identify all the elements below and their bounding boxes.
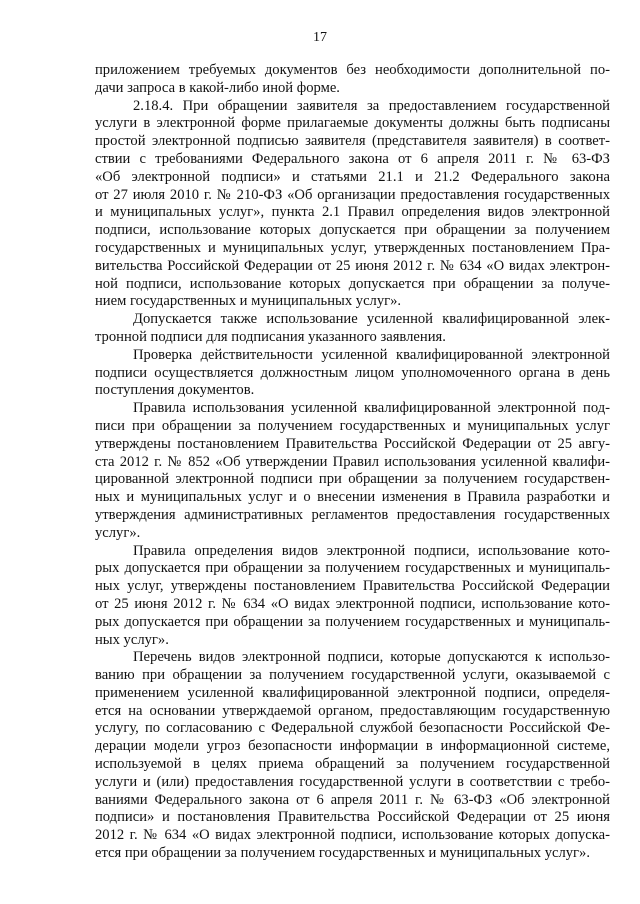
text-line: от 25 июня 2012 г. № 634 «О видах электронной подписи, использование кото- <box>95 595 610 612</box>
text-line: ствии с требованиями Федерального закона от 6 апреля 2011 г. № 63-ФЗ <box>95 150 610 167</box>
text-line: ных услуг». <box>95 631 169 648</box>
paragraph <box>95 543 610 650</box>
text-line: 2.18.4. При обращении заявителя за предоставлением государственной <box>133 97 610 114</box>
text-line: рых допускается при обращении за получением государственных и муниципаль- <box>95 560 610 577</box>
text-line: применением усиленной квалифицированной электронной подписи, определя- <box>95 684 610 701</box>
page-number: 17 <box>313 30 327 45</box>
paragraph <box>95 347 610 400</box>
text-line: Правила определения видов электронной подписи, использование кото- <box>133 542 610 559</box>
text-line: Перечень видов электронной подписи, которые допускаются к использо- <box>133 649 610 666</box>
text-line: услуги и (или) предоставления государственной услуги в соответствии с требо- <box>95 773 610 790</box>
text-line: ста 2012 г. № 852 «Об утверждении Правил использования усиленной квалифи- <box>95 453 610 470</box>
text-line: нием государственных и муниципальных услуг». <box>95 293 402 310</box>
text-line: вительства Российской Федерации от 25 июня 2012 г. № 634 «О видах электрон- <box>95 257 610 274</box>
text-line: государственных и муниципальных услуг, утвержденных постановлением Пра- <box>95 239 610 256</box>
text-line: ных услуг, утверждены постановлением Правительства Российской Федерации <box>95 578 610 595</box>
paragraph <box>95 98 610 312</box>
paragraph <box>95 400 610 542</box>
text-line: утверждения административных регламентов предоставления государственных <box>95 506 610 523</box>
text-line: используемой в целях приема обращений за получением государственной <box>95 756 610 773</box>
text-line: услуги в электронной форме прилагаемые документы должны быть подписаны <box>95 115 610 132</box>
text-line: дерации модели угроз безопасности информации в информационной системе, <box>95 738 610 755</box>
text-line: «Об электронной подписи» и статьями 21.1 и 21.2 Федерального закона <box>95 168 610 185</box>
text-line: ванию при обращении за получением государственной услуги, оказываемой с <box>95 667 610 684</box>
text-line: ется на основании утверждаемой органом, предоставляющим государственную <box>95 702 610 719</box>
text-line: Проверка действительности усиленной квалифицированной электронной <box>133 346 610 363</box>
text-line: ных и муниципальных услуг и о внесении изменения в Правила разработки и <box>95 489 610 506</box>
text-line: ной подписи, использование которых допускается при обращении за получе- <box>95 275 610 292</box>
text-line: писи при обращении за получением государственных и муниципальных услуг <box>95 417 610 434</box>
paragraph <box>95 311 610 347</box>
text-line: услуг». <box>95 524 141 541</box>
text-line: 2012 г. № 634 «О видах электронной подписи, использование которых допуска- <box>95 827 610 844</box>
text-line: цированной электронной подписи при обращении за получением государствен- <box>95 471 610 488</box>
text-line: ваниями Федерального закона от 6 апреля 2011 г. № 63-ФЗ «Об электронной <box>95 791 610 808</box>
paragraph <box>95 62 610 98</box>
text-line: утверждены постановлением Правительства Российской Федерации от 25 авгу- <box>95 435 610 452</box>
text-line: от 27 июля 2010 г. № 210-ФЗ «Об организации предоставления государственных <box>95 186 610 203</box>
document-body <box>95 62 610 863</box>
text-line: поступления документов. <box>95 382 255 399</box>
text-line: приложением требуемых документов без необходимости дополнительной по- <box>95 62 610 78</box>
paragraph <box>95 649 610 863</box>
text-line: дачи запроса в какой-либо иной форме. <box>95 79 340 96</box>
text-line: услугу, по согласованию с Федеральной службой безопасности Российской Фе- <box>95 720 610 737</box>
text-line: рых допускается при обращении за получением государственных и муниципаль- <box>95 613 610 630</box>
text-line: и муниципальных услуг», пункта 2.1 Правил определения видов электронной <box>95 204 610 221</box>
text-line: ется при обращении за получением государственных и муниципальных услуг». <box>95 845 590 862</box>
text-line: Правила использования усиленной квалифицированной электронной под- <box>133 400 610 417</box>
text-line: Допускается также использование усиленной квалифицированной элек- <box>133 311 610 328</box>
text-line: подписи» и постановления Правительства Российской Федерации от 25 июня <box>95 809 610 826</box>
text-line: подписи осуществляется должностным лицом уполномоченного органа в день <box>95 364 610 381</box>
text-line: подписи, использование которых допускается при обращении за получением <box>95 222 610 239</box>
text-line: тронной подписи для подписания указанного заявления. <box>95 328 446 345</box>
text-line: простой электронной подписью заявителя (представителя заявителя) в соответ- <box>95 133 610 150</box>
